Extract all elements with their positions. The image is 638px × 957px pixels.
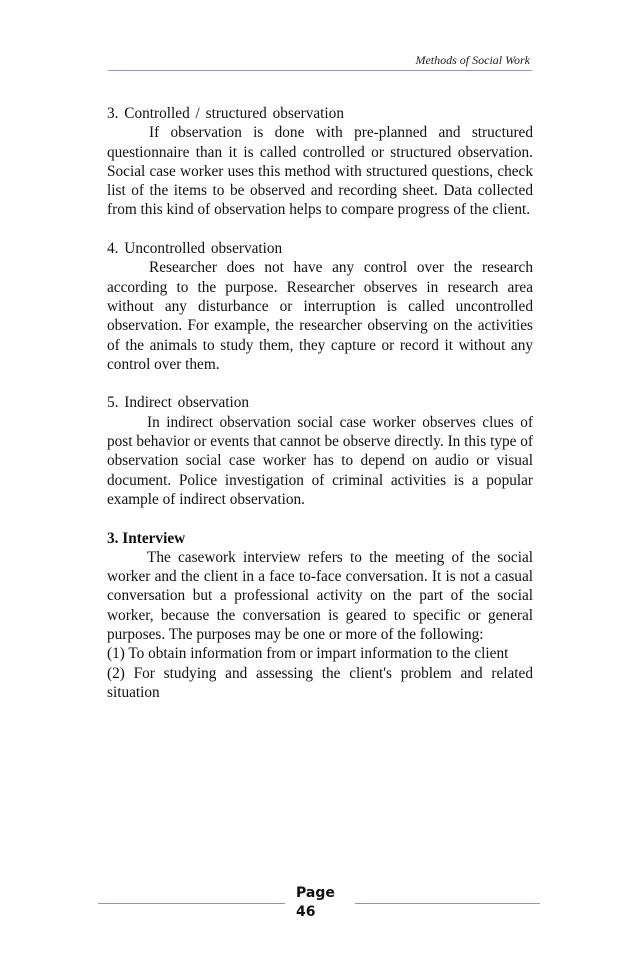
footer-divider-right <box>355 903 540 904</box>
page-body <box>107 104 533 722</box>
section-heading: 5. Indirect observation <box>107 394 250 412</box>
page-label: Page <box>296 885 335 901</box>
section-paragraph: The casework interview refers to the meeting of the social worker and the client in a face to-face conversation. It is not a casual conversation but a professional activity on the part of the social worker, because the conversation is geared to specific or general purposes. The purposes may be one or more of the following: <box>107 548 533 644</box>
list-item: (1) To obtain information from or impart information to the client <box>107 645 509 663</box>
page-number: 46 <box>296 904 316 920</box>
section-heading: 4. Uncontrolled observation <box>107 240 283 258</box>
list-item: (2) For studying and assessing the client's problem and related situation <box>107 664 533 701</box>
footer-divider-left <box>98 903 285 904</box>
section-controlled-observation <box>107 104 533 220</box>
running-header: Methods of Social Work <box>415 53 530 67</box>
section-paragraph: If observation is done with pre-planned and structured questionnaire than it is called controlled or structured observation. Social case worker uses this method with structured questions, check list of the items to be observed and recording sheet. Data collected from this kind of observation helps to compare progress of the client. <box>107 124 533 219</box>
section-uncontrolled-observation <box>107 239 533 374</box>
page-number-block <box>296 884 335 922</box>
section-paragraph: Researcher does not have any control over the research according to the purpose. Researcher observes in research area without any disturbance or interruption is called uncontrolled observation. For example, the researcher observing on the activities of the animals to study them, they capture or record it without any control over them. <box>107 259 533 373</box>
section-interview <box>107 529 533 703</box>
section-indirect-observation <box>107 393 533 509</box>
section-paragraph: In indirect observation social case worker observes clues of post behavior or events that cannot be observe directly. In this type of observation social case worker has to depend on audio or visual document. Police investigation of criminal activities is a popular example of indirect observation. <box>107 413 533 508</box>
header-divider <box>108 70 532 71</box>
section-heading: 3. Controlled / structured observation <box>107 105 344 122</box>
section-heading: 3. Interview <box>107 529 186 547</box>
